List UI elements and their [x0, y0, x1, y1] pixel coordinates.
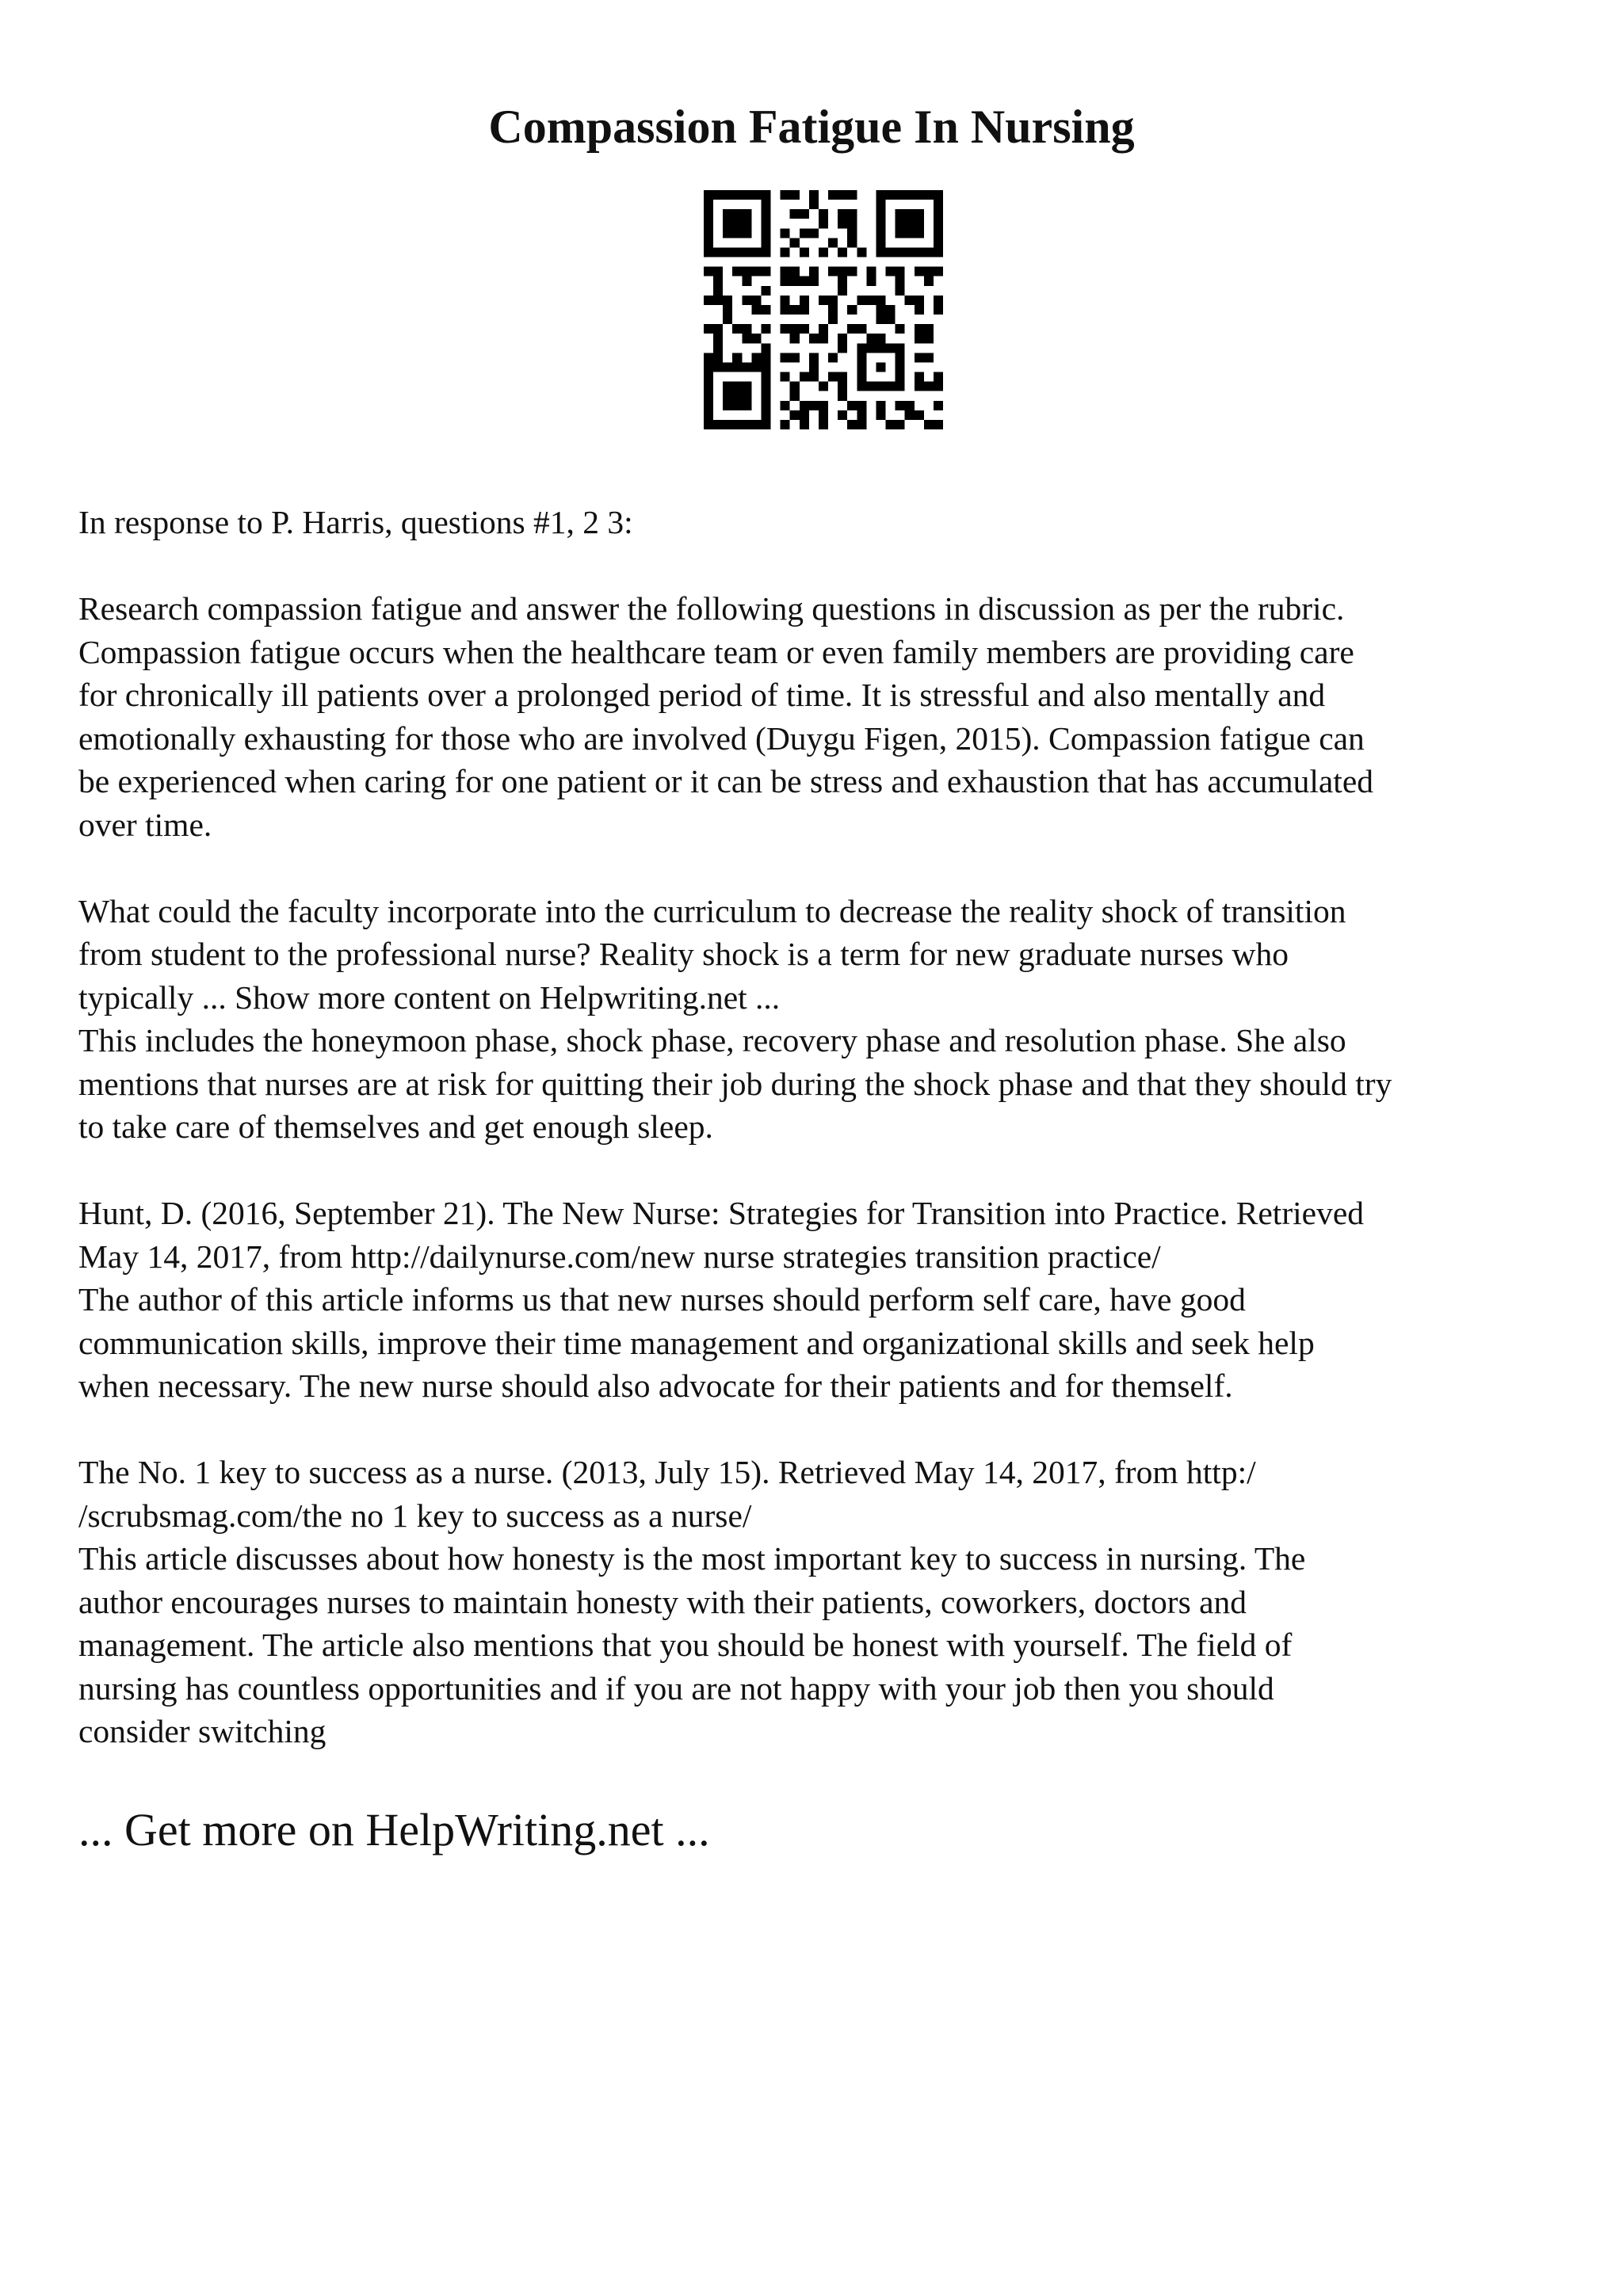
paragraph-compassion-fatigue [78, 587, 1568, 846]
text-line: consider switching [78, 1713, 327, 1749]
get-more-link[interactable]: ... Get more on HelpWriting.net ... [78, 1804, 710, 1855]
text-line: to take care of themselves and get enough sleep. [78, 1108, 713, 1145]
paragraph-scrubsmag-reference [78, 1451, 1568, 1753]
citation-line: Hunt, D. (2016, September 21). The New Nurse: Strategies for Transition into Practice. Retrieved [78, 1195, 1365, 1231]
paragraph-phases [78, 1019, 1568, 1149]
text-line: management. The article also mentions that you should be honest with yourself. The field of [78, 1627, 1293, 1663]
text-line: What could the faculty incorporate into the curriculum to decrease the reality shock of transition [78, 892, 1346, 929]
qr-code-icon [704, 190, 943, 429]
text-line: Research compassion fatigue and answer the following questions in discussion as per the rubric. [78, 590, 1345, 627]
intro-line: In response to P. Harris, questions #1, 2 3: [78, 504, 633, 540]
intro-paragraph [78, 501, 1568, 544]
paragraph-hunt-reference [78, 1192, 1568, 1408]
text-line: communication skills, improve their time management and organizational skills and seek help [78, 1324, 1315, 1361]
text-line: be experienced when caring for one patient or it can be stress and exhaustion that has accumulated [78, 763, 1374, 799]
document-body [78, 501, 1568, 1753]
qr-code-graphic [704, 190, 943, 429]
text-line: Compassion fatigue occurs when the healthcare team or even family members are providing care [78, 633, 1354, 670]
text-line: emotionally exhausting for those who are involved (Duygu Figen, 2015). Compassion fatigue can [78, 719, 1365, 757]
citation-line: The No. 1 key to success as a nurse. (2013, July 15). Retrieved May 14, 2017, from http:/ [78, 1454, 1256, 1490]
text-line: This article discusses about how honesty is the most important key to success in nursing. The [78, 1540, 1306, 1577]
document-title: Compassion Fatigue In Nursing [488, 101, 1135, 153]
text-line: mentions that nurses are at risk for quitting their job during the shock phase and that they should try [78, 1065, 1392, 1102]
text-line: The author of this article informs us that new nurses should perform self care, have good [78, 1281, 1246, 1318]
citation-line: /scrubsmag.com/the no 1 key to success as a nurse/ [78, 1497, 752, 1534]
paragraph-reality-shock [78, 890, 1568, 1020]
citation-line: May 14, 2017, from http://dailynurse.com/new nurse strategies transition practice/ [78, 1238, 1161, 1275]
text-line: from student to the professional nurse? Reality shock is a term for new graduate nurses who [78, 936, 1289, 972]
text-line: nursing has countless opportunities and if you are not happy with your job then you should [78, 1669, 1274, 1707]
text-line: author encourages nurses to maintain honesty with their patients, coworkers, doctors and [78, 1583, 1247, 1620]
text-line: when necessary. The new nurse should also advocate for their patients and for themself. [78, 1367, 1233, 1404]
text-line: for chronically ill patients over a prolonged period of time. It is stressful and also mentally and [78, 677, 1326, 713]
text-line: This includes the honeymoon phase, shock phase, recovery phase and resolution phase. She also [78, 1022, 1346, 1058]
show-more-line: typically ... Show more content on Helpwriting.net ... [78, 978, 781, 1016]
text-line: over time. [78, 806, 212, 843]
